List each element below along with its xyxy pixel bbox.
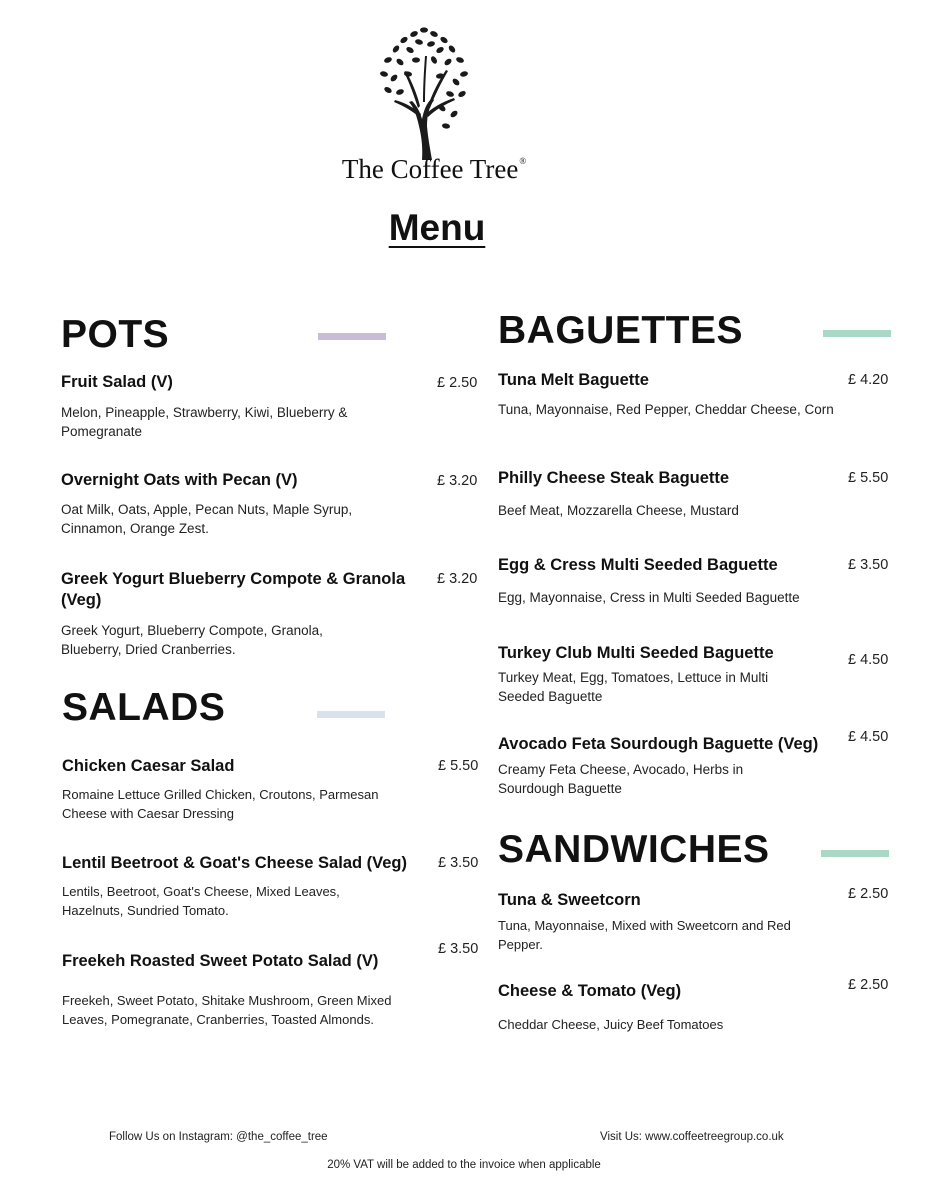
item-description: Oat Milk, Oats, Apple, Pecan Nuts, Maple Syrup, Cinnamon, Orange Zest. [61,502,353,536]
section-title-pots: POTS [61,313,170,356]
item-name: Chicken Caesar Salad [62,757,235,775]
item-description: Egg, Mayonnaise, Cress in Multi Seeded Baguette [498,590,800,605]
item-price: £ 3.50 [438,941,479,957]
item-description: Tuna, Mayonnaise, Mixed with Sweetcorn and Red Pepper. [498,918,791,952]
item-price: £ 2.50 [848,977,889,993]
item-name: Tuna & Sweetcorn [498,891,641,909]
item-price: £ 3.50 [438,855,479,871]
item-name: Overnight Oats with Pecan (V) [61,471,298,489]
section-accent-bar [821,850,889,857]
item-name: Egg & Cress Multi Seeded Baguette [498,556,778,574]
item-description: Freekeh, Sweet Potato, Shitake Mushroom, Green Mixed Leaves, Pomegranate, Cranberries, Toasted Almonds. [62,993,392,1027]
item-description: Lentils, Beetroot, Goat's Cheese, Mixed Leaves, Hazelnuts, Sundried Tomato. [62,884,340,918]
item-name: Tuna Melt Baguette [498,371,649,389]
item-description: Melon, Pineapple, Strawberry, Kiwi, Blueberry & Pomegranate [61,405,348,439]
coffee-tree-logo-icon [374,22,474,160]
item-name: Turkey Club Multi Seeded Baguette [498,644,774,662]
item-description: Turkey Meat, Egg, Tomatoes, Lettuce in Multi Seeded Baguette [498,670,769,704]
section-title-baguettes: BAGUETTES [498,309,744,352]
item-description: Creamy Feta Cheese, Avocado, Herbs in Sourdough Baguette [498,762,744,796]
item-name: Philly Cheese Steak Baguette [498,469,730,487]
instagram-handle: Follow Us on Instagram: @the_coffee_tree [109,1131,328,1143]
item-name: Cheese & Tomato (Veg) [498,982,682,1000]
section-accent-bar [317,711,385,718]
section-title-sandwiches: SANDWICHES [498,828,770,871]
item-price: £ 3.20 [437,473,478,489]
vat-note: 20% VAT will be added to the invoice when applicable [327,1159,601,1171]
item-price: £ 2.50 [437,375,478,391]
brand-name: The Coffee Tree® [341,154,527,184]
page-title: Menu [388,207,486,248]
item-price: £ 4.50 [848,729,889,745]
item-name: Freekeh Roasted Sweet Potato Salad (V) [62,952,379,970]
item-name: Lentil Beetroot & Goat's Cheese Salad (Veg) [62,854,408,872]
item-price: £ 2.50 [848,886,889,902]
item-description: Cheddar Cheese, Juicy Beef Tomatoes [498,1017,724,1032]
item-price: £ 4.20 [848,372,889,388]
item-price: £ 5.50 [848,470,889,486]
item-name: Greek Yogurt Blueberry Compote & Granola (Veg) [61,570,406,609]
item-price: £ 5.50 [438,758,479,774]
item-name: Avocado Feta Sourdough Baguette (Veg) [498,735,819,753]
item-price: £ 3.50 [848,557,889,573]
item-name: Fruit Salad (V) [61,373,173,391]
website-link[interactable]: Visit Us: www.coffeetreegroup.co.uk [600,1131,784,1143]
section-accent-bar [318,333,386,340]
item-description: Romaine Lettuce Grilled Chicken, Croutons, Parmesan Cheese with Caesar Dressing [62,787,379,821]
item-description: Greek Yogurt, Blueberry Compote, Granola, Blueberry, Dried Cranberries. [61,623,323,657]
item-price: £ 3.20 [437,571,478,587]
section-title-salads: SALADS [62,686,226,729]
section-accent-bar [823,330,891,337]
item-description: Beef Meat, Mozzarella Cheese, Mustard [498,503,739,518]
item-description: Tuna, Mayonnaise, Red Pepper, Cheddar Cheese, Corn [498,402,834,417]
item-price: £ 4.50 [848,652,889,668]
